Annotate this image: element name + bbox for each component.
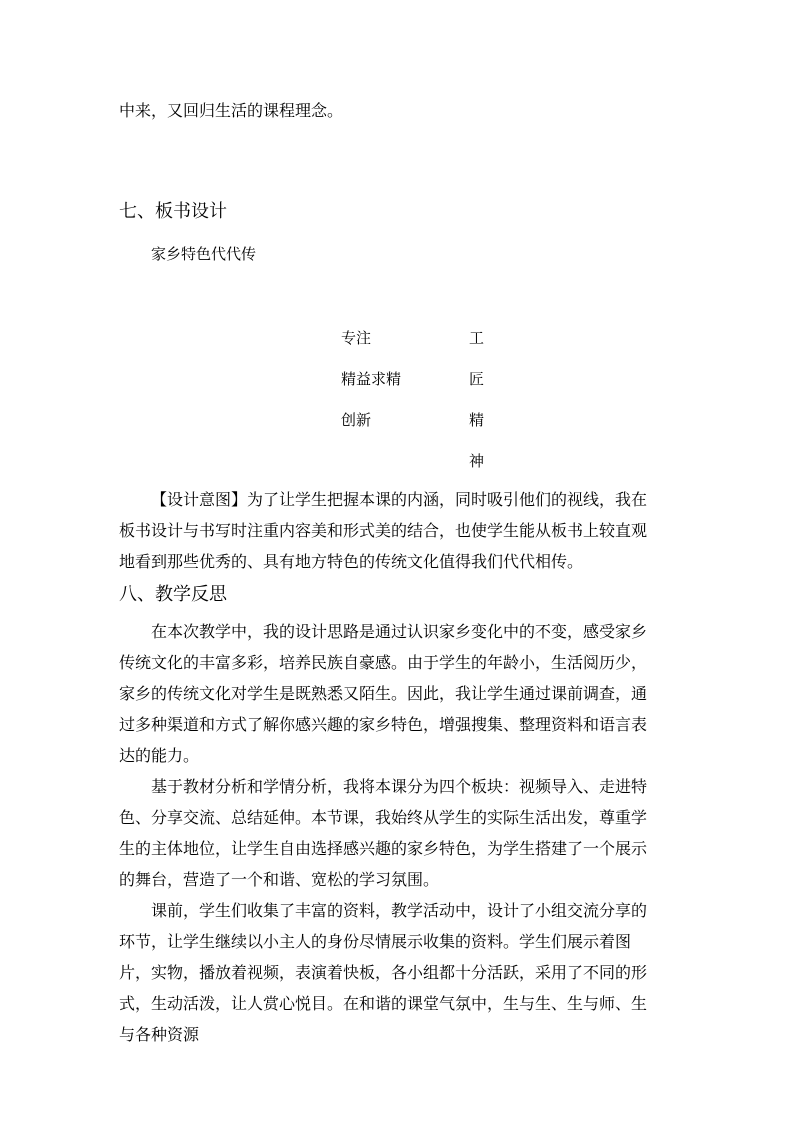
board-right-char: 匠 bbox=[469, 370, 485, 388]
board-title: 家乡特色代代传 bbox=[151, 245, 257, 263]
design-intent-paragraph bbox=[119, 484, 659, 577]
board-left-item: 创新 bbox=[341, 411, 372, 429]
board-left-item: 精益求精 bbox=[341, 370, 402, 388]
reflection-body bbox=[119, 616, 659, 1050]
continued-text-line: 中来，又回归生活的课程理念。 bbox=[119, 101, 344, 120]
design-intent-label: 【设计意图】 bbox=[151, 490, 248, 509]
board-right-char: 工 bbox=[469, 329, 485, 347]
section-heading-board-design: 七、板书设计 bbox=[119, 201, 227, 222]
board-right-char: 神 bbox=[469, 452, 485, 470]
reflection-paragraph: 在本次教学中，我的设计思路是通过认识家乡变化中的不变，感受家乡传统文化的丰富多彩，培养民族自豪感。由于学生的年龄小，生活阅历少，家乡的传统文化对学生是既熟悉又陌生。因此，我让学生通过课前调查，通过多种渠道和方式了解你感兴趣的家乡特色，增强搜集、整理资料和语言表达的能力。 bbox=[119, 622, 648, 765]
board-left-item: 专注 bbox=[341, 329, 372, 347]
section-heading-reflection: 八、教学反思 bbox=[119, 584, 227, 605]
reflection-paragraph: 基于教材分析和学情分析，我将本课分为四个板块：视频导入、走进特色、分享交流、总结延伸。本节课，我始终从学生的实际生活出发，尊重学生的主体地位，让学生自由选择感兴趣的家乡特色，为学生搭建了一个展示的舞台，营造了一个和谐、宽松的学习氛围。 bbox=[119, 777, 648, 889]
design-intent-text: 为了让学生把握本课的内涵，同时吸引他们的视线，我在板书设计与书写时注重内容美和形式美的结合，也使学生能从板书上较直观地看到那些优秀的、具有地方特色的传统文化值得我们代代相传。 bbox=[119, 490, 648, 571]
reflection-paragraph: 课前，学生们收集了丰富的资料，教学活动中，设计了小组交流分享的环节，让学生继续以小主人的身份尽情展示收集的资料。学生们展示着图片，实物，播放着视频，表演着快板，各小组都十分活跃，采用了不同的形式，生动活泼，让人赏心悦目。在和谐的课堂气氛中，生与生、生与师、生与各种资源 bbox=[119, 901, 648, 1044]
board-right-char: 精 bbox=[469, 411, 485, 429]
